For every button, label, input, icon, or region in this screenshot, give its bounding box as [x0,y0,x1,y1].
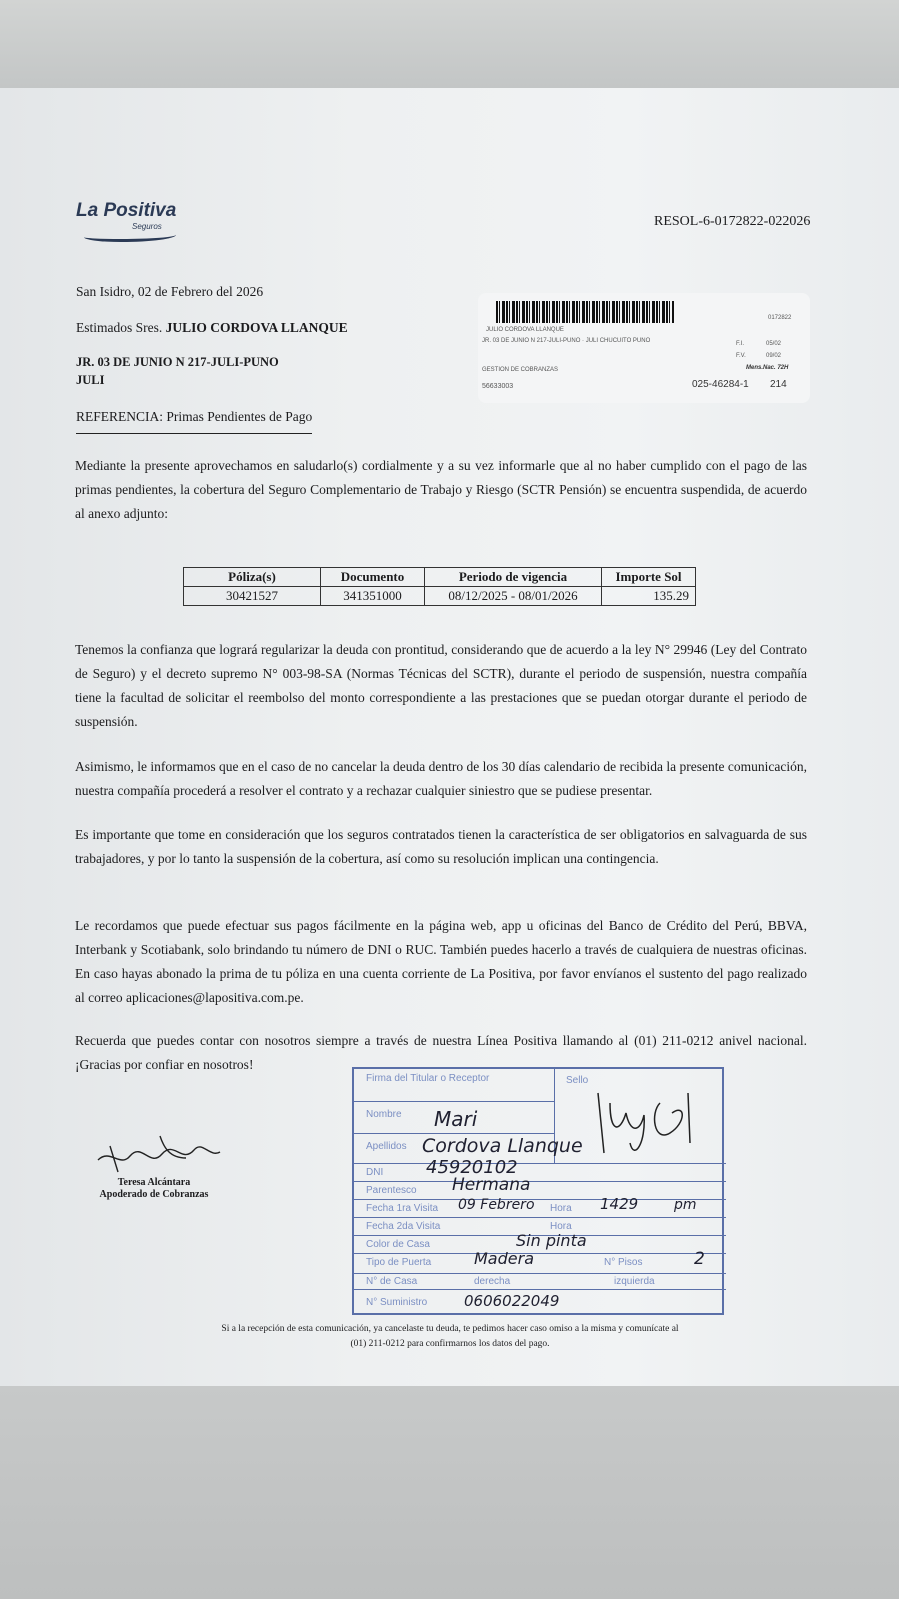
company-logo-sub: Seguros [132,222,162,231]
barcode [496,301,674,323]
cell-poliza: 30421527 [184,587,321,606]
stamp-label-derecha: derecha [474,1276,511,1287]
stamp-label-sello: Sello [566,1075,589,1086]
company-logo: La Positiva [76,200,177,221]
label-ref: 56633003 [482,383,514,390]
handwritten-signature [590,1083,700,1163]
handwritten-fecha1: 09 Febrero [458,1197,535,1213]
stamp-label-izquierda: izquierda [614,1276,655,1287]
handwritten-color: Sin pinta [516,1231,587,1250]
handwritten-dni: 45920102 [426,1157,518,1178]
address-line-1: JR. 03 DE JUNIO N 217-JULI-PUNO [76,355,279,369]
stamp-label-apellidos: Apellidos [366,1141,407,1152]
handwritten-ampm: pm [674,1197,697,1213]
paragraph-2: Tenemos la confianza que logrará regularizar la deuda con prontitud, considerando que de acuerdo a la ley N° 29946 (Ley del Contrato de Seguro) y el decreto supremo N° 003-98-SA (Normas Técnicas del SCTR), durante el periodo de suspensión, nuestra compañía tiene la facultad de solicitar el reembolso del monto correspondiente a las prestaciones que se puedan otorgar durante el periodo de suspensión. [75,642,807,729]
signer-title: Apoderado de Cobranzas [99,1189,209,1200]
handwritten-hora: 1429 [600,1195,639,1213]
header-importe: Importe Sol [602,568,696,587]
stamp-label-puerta: Tipo de Puerta [366,1257,432,1268]
stamp-label-fecha1: Fecha 1ra Visita [366,1203,439,1214]
receipt-stamp [352,1067,724,1315]
paragraph-1: Mediante la presente aprovechamos en saludarlo(s) cordialmente y a su vez informarle que al no haber cumplido con el pago de las primas pendientes, la cobertura del Seguro Complementario de Trabajo y Riesgo (SCTR Pensión) se encuentra suspendida, de acuerdo al anexo adjunto: [75,458,807,521]
greeting [76,320,348,336]
stamp-label-parentesco: Parentesco [366,1185,417,1196]
cell-importe: 135.29 [602,587,696,606]
label-code: 0172822 [768,315,792,321]
stamp-label-color: Color de Casa [366,1239,430,1250]
paragraph-6: Recuerda que puedes contar con nosotros siempre a través de nuestra Línea Positiva llamando al (01) 211-0212 anivel nacional. ¡Gracias por confiar en nosotros! [75,1033,807,1072]
background-surface [0,1386,899,1599]
handwritten-parentesco: Hermana [452,1175,531,1195]
label-address: JR. 03 DE JUNIO N 217-JULI-PUNO · JULI CHUCUITO PUNO [482,338,651,344]
label-fv: 09/02 [766,353,782,359]
label-type: Mens.Nac. 72H [746,365,789,371]
stamp-label-firma: Firma del Titular o Receptor [366,1073,490,1084]
signature-image [90,1128,230,1178]
handwritten-suministro: 0606022049 [464,1292,560,1310]
greeting-prefix: Estimados Sres. [76,320,163,335]
table-header [184,568,696,587]
stamp-label-hora2: Hora [550,1221,572,1232]
label-num: 214 [770,379,787,390]
resolution-number: RESOL-6-0172822-022026 [654,214,811,229]
footer-note [100,1322,800,1352]
reference: REFERENCIA: Primas Pendientes de Pago [76,409,312,434]
cell-documento: 341351000 [321,587,425,606]
footer-line-1: Si a la recepción de esta comunicación, ya cancelaste tu deuda, te pedimos hacer caso omiso a la misma y comunícate al [221,1324,679,1334]
stamp-label-suministro: N° Suministro [366,1297,428,1308]
stamp-label-pisos: N° Pisos [604,1257,643,1268]
label-fi: 05/02 [766,341,782,347]
handwritten-pisos: 2 [694,1249,705,1269]
label-tracking: 025-46284-1 [692,379,749,390]
header-documento: Documento [321,568,425,587]
stamp-label-nombre: Nombre [366,1109,402,1120]
signer-name: Teresa Alcántara [117,1177,191,1188]
handwritten-puerta: Madera [474,1249,534,1268]
recipient-name: JULIO CORDOVA LLANQUE [165,320,348,335]
place-date: San Isidro, 02 de Febrero del 2026 [76,284,264,299]
stamp-label-fecha2: Fecha 2da Visita [366,1221,441,1232]
stamp-label-hora1: Hora [550,1203,572,1214]
label-name: JULIO CORDOVA LLANQUE [486,327,564,333]
label-fi-label: F.I. [736,341,745,347]
paragraph-4: Es importante que tome en consideración que los seguros contratados tienen la característica de ser obligatorios en salvaguarda de sus trabajadores, y por lo tanto la suspensión de la cobertura, así como su resolución implican una contingencia. [75,827,807,866]
address-line-2: JULI [76,373,105,387]
paragraph-5: Le recordamos que puede efectuar sus pagos fácilmente en la página web, app u oficinas del Banco de Crédito del Perú, BBVA, Interbank y Scotiabank, solo brindando tu número de DNI o RUC. También puedes hacerlo a través de cualquiera de nuestras oficinas. En caso hayas abonado la prima de tu póliza en una cuenta corriente de La Positiva, por favor envíanos el sustento del pago realizado al correo aplicaciones@lapositiva.com.pe. [75,918,807,1005]
header-poliza: Póliza(s) [184,568,321,587]
mail-label [478,293,810,403]
handwritten-apellidos: Cordova Llanque [422,1135,583,1157]
cell-periodo: 08/12/2025 - 08/01/2026 [425,587,602,606]
label-service: GESTION DE COBRANZAS [482,367,559,373]
policy-table [183,567,696,606]
footer-line-2: (01) 211-0212 para confirmarnos los datos del pago. [350,1339,550,1349]
table-row [184,587,696,606]
handwritten-nombre: Mari [434,1107,478,1131]
header-periodo: Periodo de vigencia [425,568,602,587]
paragraph-3: Asimismo, le informamos que en el caso de no cancelar la deuda dentro de los 30 días calendario de recibida la presente comunicación, nuestra compañía procederá a resolver el contrato y a rechazar cualquier siniestro que se pudiese presentar. [75,759,807,798]
stamp-label-casa: N° de Casa [366,1276,418,1287]
background-top [0,0,899,88]
stamp-label-dni: DNI [366,1167,384,1178]
signer-block [84,1177,224,1201]
label-fv-label: F.V. [736,353,746,359]
